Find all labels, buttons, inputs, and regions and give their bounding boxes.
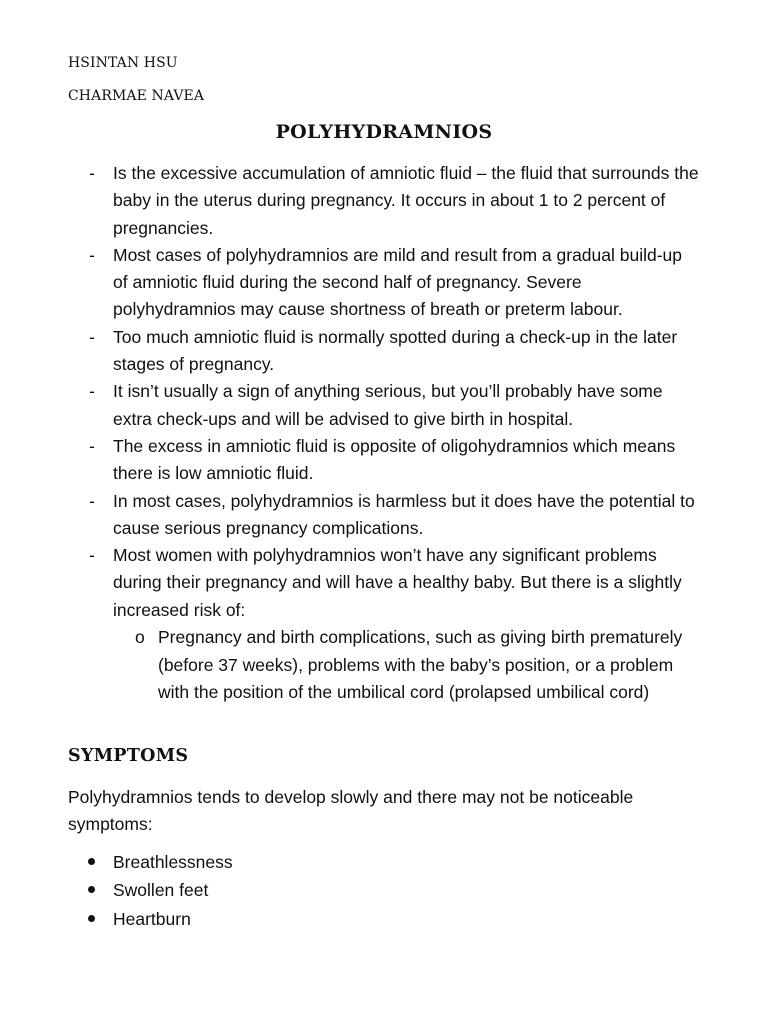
document-title: POLYHYDRAMNIOS xyxy=(275,121,493,143)
dash-marker: - xyxy=(89,490,95,511)
bullet-icon xyxy=(88,915,95,922)
list-item-text: The excess in amniotic fluid is opposite of oligohydramnios which means there is low amniotic fluid. xyxy=(113,435,676,484)
bullet-icon xyxy=(88,886,95,893)
list-item xyxy=(0,488,700,543)
symptom-text: Breathlessness xyxy=(113,852,233,872)
list-item-text: In most cases, polyhydramnios is harmless but it does have the potential to cause serious pregnancy complications. xyxy=(113,490,695,538)
symptom-text: Heartburn xyxy=(113,908,191,929)
dash-marker: - xyxy=(89,435,95,456)
symptoms-heading: SYMPTOMS xyxy=(68,746,189,766)
author-name: HSINTAN HSU xyxy=(68,55,178,71)
list-item-text: Is the excessive accumulation of amniotic fluid – the fluid that surrounds the baby in the uterus during pregnancy. It occurs in about 1 to 2 percent of pregnancies. xyxy=(113,163,699,238)
bullet-icon xyxy=(88,858,95,865)
symptoms-list xyxy=(0,848,233,933)
list-item-text: Most women with polyhydramnios won’t have any significant problems during their pregnancy and will have a healthy baby. But there is a slightly increased risk of: xyxy=(113,545,682,620)
sub-list-item xyxy=(113,624,700,707)
list-item xyxy=(0,542,700,707)
list-item-text: Most cases of polyhydramnios are mild and result from a gradual build-up of amniotic fluid during the second half of pregnancy. Severe polyhydramnios may cause shortness of breath or preterm labour. xyxy=(113,244,683,320)
definition-list xyxy=(0,160,700,707)
list-item xyxy=(0,160,700,242)
dash-marker: - xyxy=(89,381,95,402)
dash-marker: - xyxy=(89,163,95,183)
dash-marker: - xyxy=(89,326,95,347)
list-item xyxy=(0,378,700,433)
symptom-item xyxy=(0,876,233,904)
list-item-text: It isn’t usually a sign of anything serious, but you’ll probably have some extra check-ups and will be advised to give birth in hospital. xyxy=(113,381,663,429)
list-item-text: Too much amniotic fluid is normally spotted during a check-up in the later stages of pregnancy. xyxy=(113,326,678,375)
symptom-item xyxy=(0,905,233,933)
symptoms-intro: Polyhydramnios tends to develop slowly and there may not be noticeable symptoms: xyxy=(68,787,634,835)
symptom-item xyxy=(0,848,233,876)
dash-marker: - xyxy=(89,244,95,265)
symptom-text: Swollen feet xyxy=(113,880,209,901)
list-item xyxy=(0,242,700,324)
sub-list xyxy=(113,624,700,707)
list-item xyxy=(0,324,700,379)
sub-list-item-text: Pregnancy and birth complications, such as giving birth prematurely (before 37 weeks), problems with the baby’s position, or a problem with the position of the umbilical cord (prolapsed umbilical cord) xyxy=(158,627,683,703)
author-name: CHARMAE NAVEA xyxy=(68,88,205,104)
dash-marker: - xyxy=(89,545,95,566)
list-item xyxy=(0,433,700,488)
circle-marker: o xyxy=(135,627,145,648)
